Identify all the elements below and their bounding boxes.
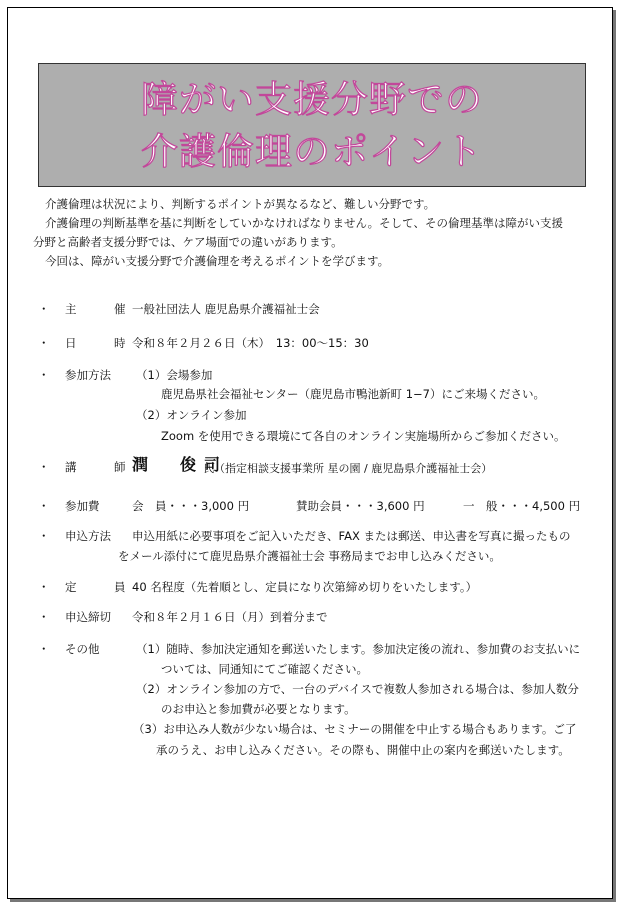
apply-line-1: 申込用紙に必要事項をご記入いただき、FAX または郵送、申込書を写真に撮ったもの [132,529,571,543]
other-label: その他 [65,642,100,656]
bullet: ・ [38,529,50,543]
bullet: ・ [38,610,50,624]
method-option-1: （1）会場参加 [136,368,213,382]
method-row [38,366,608,446]
intro-line: 介護倫理は状況により、判断するポイントが異なるなど、難しい分野です。 [45,197,436,211]
note-1-line-1: （1）随時、参加決定通知を郵送いたします。参加決定後の流れ、参加費のお支払いに [136,642,581,656]
bullet: ・ [38,499,50,513]
bullet: ・ [38,642,50,656]
lecturer-label: 講 師 [65,460,139,474]
bullet: ・ [38,368,50,382]
method-option-2: （2）オンライン参加 [136,408,247,422]
bullet: ・ [38,460,50,474]
note-1-line-2: ついては、同通知にてご確認ください。 [161,662,368,676]
intro-text [33,195,603,271]
lecturer-name: 潤 俊司 [132,455,229,474]
intro-line: 今回は、障がい支援分野で介護倫理を考えるポイントを学びます。 [45,254,390,268]
apply-label: 申込方法 [65,529,111,543]
flyer-page [7,7,613,899]
capacity-value: 40 名程度（先着順とし、定員になり次第締め切りをいたします。） [132,580,478,594]
bullet: ・ [38,580,50,594]
title-banner [38,63,586,187]
organizer-label: 主 催 [65,302,139,316]
method-option-1-detail: 鹿児島県社会福祉センター（鹿児島市鴨池新町 1−7）にご来場ください。 [161,387,545,401]
note-2-line-2: のお申込と参加費が必要となります。 [161,702,356,716]
datetime-value: 令和８年２月２６日（木） 13：00～15：30 [132,336,369,350]
fee-supporting-member: 賛助会員・・・3,600 円 [296,499,425,513]
note-3-line-1: （3）お申込み人数が少ない場合は、セミナーの開催を中止する場合もあります。ご了 [133,722,577,736]
note-2-line-1: （2）オンライン参加の方で、一台のデバイスで複数人参加される場合は、参加人数分 [136,682,579,696]
datetime-label: 日 時 [65,336,139,350]
apply-row [38,527,608,567]
fee-member: 会 員・・・3,000 円 [132,499,250,513]
deadline-value: 令和８年２月１６日（月）到着分まで [132,610,328,624]
intro-line: 分野と高齢者支援分野では、ケア場面での違いがあります。 [33,235,343,249]
fee-general: 一 般・・・4,500 円 [463,499,581,513]
title-line-1: 障がい支援分野での [141,78,483,121]
intro-line: 介護倫理の判断基準を基に判断をしていかなければなりません。そして、その倫理基準は障がい支援 [45,216,563,230]
other-row [38,640,608,760]
note-3-line-2: 承のうえ、お申し込みください。その際も、開催中止の案内を郵送いたします。 [156,743,570,757]
bullet: ・ [38,336,50,350]
deadline-label: 申込締切 [65,610,111,624]
apply-line-2: をメール添付にて鹿児島県介護福祉士会 事務局までお申し込みください。 [118,549,501,563]
bullet: ・ [38,302,50,316]
title-line-2: 介護倫理のポイント [141,130,483,173]
capacity-label: 定 員 [65,580,139,594]
lecturer-affiliation: 氏（指定相談支援事業所 星の園 / 鹿児島県介護福祉士会） [203,462,493,475]
fee-label: 参加費 [65,499,100,513]
organizer-value: 一般社団法人 鹿児島県介護福祉士会 [132,302,320,316]
method-label: 参加方法 [65,368,111,382]
method-option-2-detail: Zoom を使用できる環境にて各自のオンライン実施場所からご参加ください。 [161,429,566,443]
